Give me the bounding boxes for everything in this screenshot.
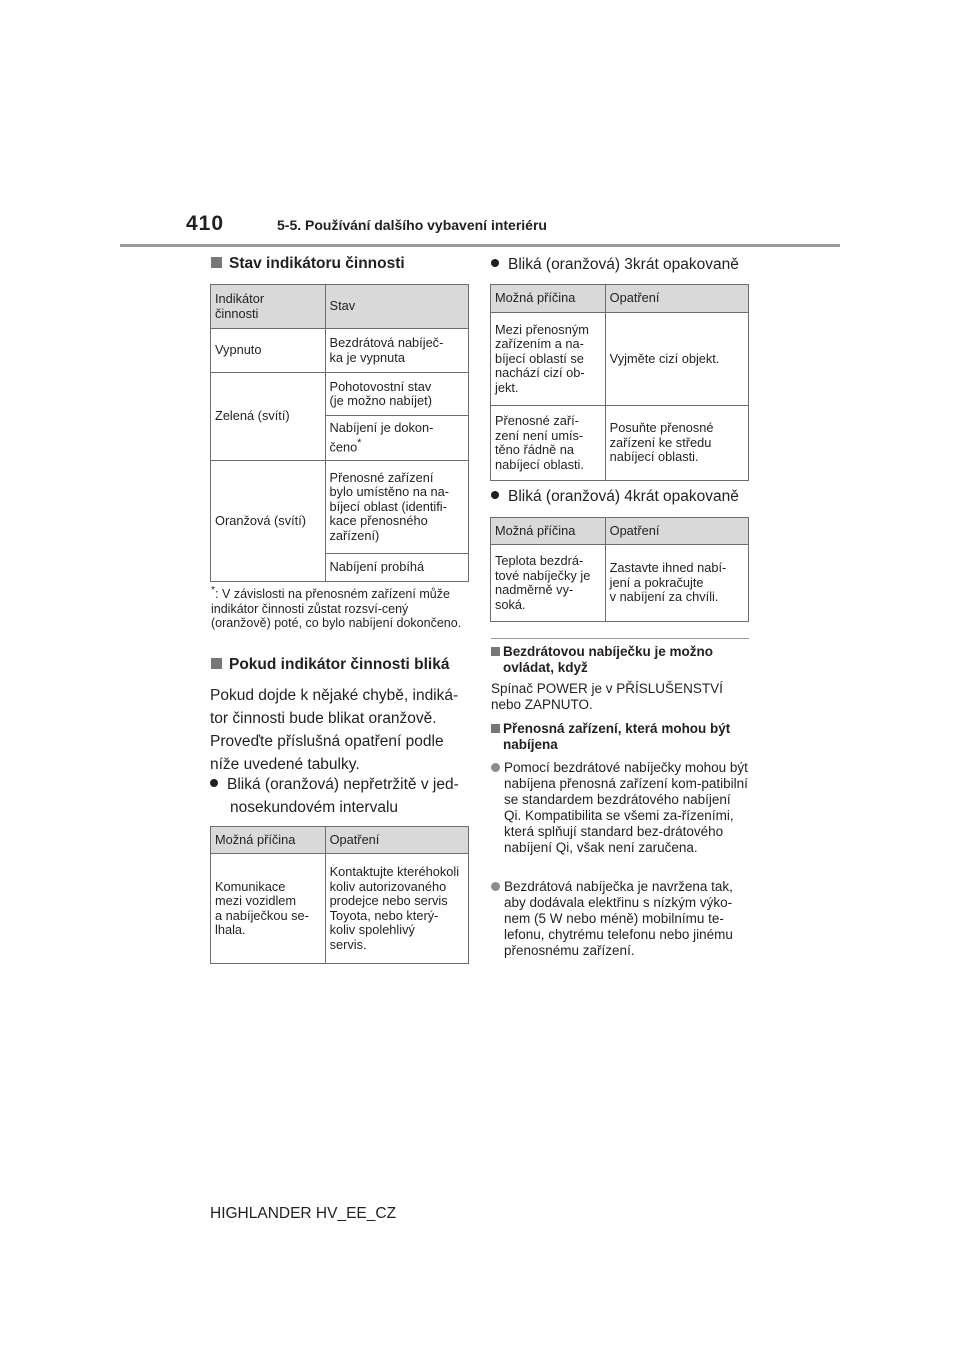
- table-cell: Nabíjení probíhá: [325, 554, 468, 582]
- bullet-blink-3x: Bliká (oranžová) 3krát opakovaně: [491, 256, 739, 274]
- table-header: Stav: [325, 285, 468, 329]
- table-header: Možná příčina: [211, 827, 326, 854]
- table-cell: Pohotovostní stav (je možno nabíjet): [325, 373, 468, 416]
- table-cell: Přenosné zařízení bylo umístěno na na- bíjecí oblast (identifi- kace přenosného zařízení): [325, 461, 468, 554]
- circle-bullet-icon: [491, 763, 500, 772]
- section-title: 5-5. Používání dalšího vybavení interiéru: [277, 217, 547, 233]
- paragraph: Pokud dojde k nějaké chybě, indiká- tor činnosti bude blikat oranžově. Proveďte příslušná opatření podle níže uvedené tabulky.: [210, 687, 459, 773]
- square-bullet-icon: [491, 724, 500, 733]
- table-cell: Zelená (svítí): [211, 373, 326, 461]
- bullet-dot-icon: [491, 259, 499, 267]
- table-header: Indikátor činnosti: [211, 285, 326, 329]
- table-cell: Posuňte přenosné zařízení ke středu nabíjecí oblasti.: [605, 406, 748, 481]
- table-cell: Vypnuto: [211, 329, 326, 373]
- header-divider: [120, 244, 840, 247]
- footer-model-code: HIGHLANDER HV_EE_CZ: [210, 1205, 397, 1222]
- table-cell: Kontaktujte kteréhokoli koliv autorizovaného prodejce nebo servis Toyota, nebo který- koliv spolehlivý servis.: [325, 854, 468, 964]
- table-cell: Zastavte ihned nabí- jení a pokračujte v nabíjení za chvíli.: [605, 545, 748, 622]
- sub-heading-operation: Bezdrátovou nabíječku je možno ovládat, když: [491, 644, 751, 676]
- table-cell: Vyjměte cizí objekt.: [605, 313, 748, 406]
- square-bullet-icon: [491, 647, 500, 656]
- table-cell: Nabíjení je dokon- čeno*: [325, 416, 468, 461]
- table-header: Možná příčina: [491, 518, 606, 545]
- sub-heading-chargeable-devices: Přenosná zařízení, která mohou být nabíjena: [491, 721, 751, 753]
- table-header: Opatření: [605, 518, 748, 545]
- section-divider: [491, 638, 749, 639]
- table-cell: Oranžová (svítí): [211, 461, 326, 582]
- bullet-dot-icon: [491, 491, 499, 499]
- operation-text: Spínač POWER je v PŘÍSLUŠENSTVÍ nebo ZAPNUTO.: [491, 681, 723, 712]
- note-low-power: Bezdrátová nabíječka je navržena tak, aby dodávala elektřinu s nízkým výko-nem (5 W nebo méně) mobilnímu te-lefonu, chytrému telefonu nebo jinému přenosnému zařízení.: [491, 879, 749, 959]
- circle-bullet-icon: [491, 882, 500, 891]
- heading-indicator-status: Stav indikátoru činnosti: [211, 255, 405, 273]
- table-header: Opatření: [325, 827, 468, 854]
- footnote-asterisk: *: [211, 585, 216, 596]
- blink-3x-table: [490, 284, 749, 481]
- heading-indicator-blinking: Pokud indikátor činnosti bliká: [211, 656, 449, 674]
- square-bullet-icon: [211, 658, 222, 669]
- table-cell: Přenosné zaří- zení není umís- těno řádně na nabíjecí oblasti.: [491, 406, 606, 481]
- bullet-blink-4x: Bliká (oranžová) 4krát opakovaně: [491, 488, 739, 506]
- footnote-marker: *: [357, 436, 362, 449]
- page-number: 410: [186, 212, 225, 235]
- bullet-continuous-blink: Bliká (oranžová) nepřetržitě v jed- nosekundovém intervalu: [210, 773, 459, 819]
- bullet-dot-icon: [210, 779, 218, 787]
- indicator-status-table: [210, 284, 469, 582]
- table-header: Možná příčina: [491, 285, 606, 313]
- square-bullet-icon: [211, 257, 222, 268]
- blink-4x-table: [490, 517, 749, 622]
- table-header: Opatření: [605, 285, 748, 313]
- footnote: *: V závislosti na přenosném zařízení může indikátor činnosti zůstat rozsví-cený (oranžově) poté, co bylo nabíjení dokončeno.: [211, 585, 462, 631]
- table-cell: Bezdrátová nabíječ- ka je vypnuta: [325, 329, 468, 373]
- note-qi-compatibility: Pomocí bezdrátové nabíječky mohou být nabíjena přenosná zařízení kom-patibilní se standardem bezdrátového nabíjení Qi. Kompatibilita se všemi za-řízeními, která splňují standard bez-drátového nabíjení Qi, však není zaručena.: [491, 760, 749, 856]
- table-cell: Mezi přenosným zařízením a na- bíjecí oblastí se nachází cizí ob- jekt.: [491, 313, 606, 406]
- table-cell: Teplota bezdrá- tové nabíječky je nadměrně vy- soká.: [491, 545, 606, 622]
- table-cell: Komunikace mezi vozidlem a nabíječkou se- lhala.: [211, 854, 326, 964]
- continuous-blink-table: [210, 826, 469, 964]
